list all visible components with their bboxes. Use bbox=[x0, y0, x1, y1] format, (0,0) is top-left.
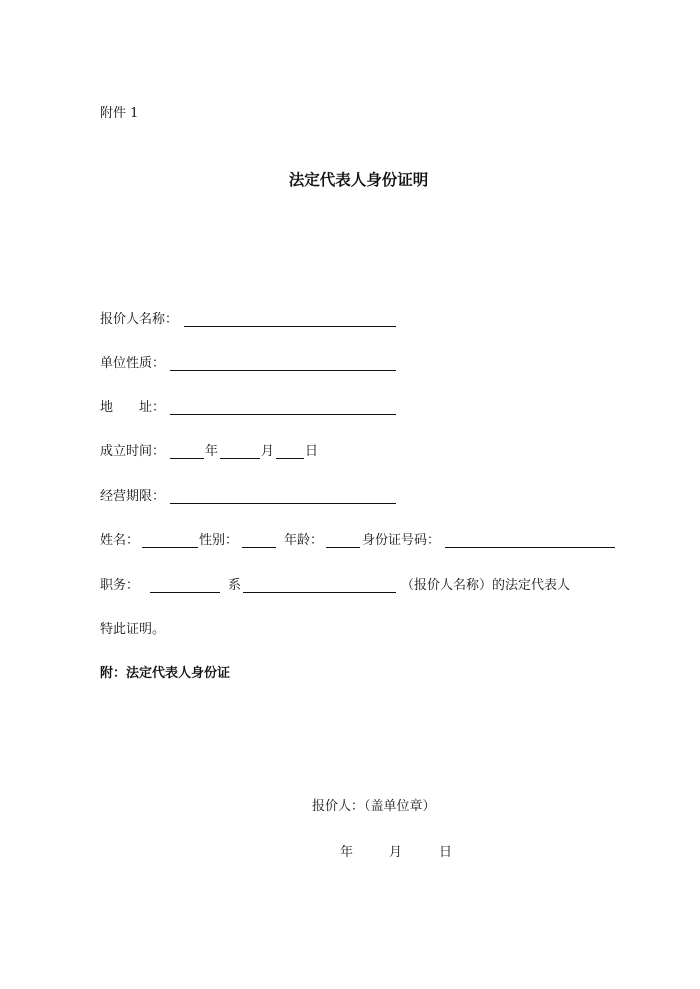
bidder-name-field[interactable] bbox=[184, 326, 396, 327]
position-field[interactable] bbox=[150, 592, 220, 593]
unit-nature-field[interactable] bbox=[170, 370, 396, 371]
attachment-label: 附件 1 bbox=[100, 106, 139, 121]
address-field[interactable] bbox=[170, 414, 396, 415]
gender-label: 性别： bbox=[199, 533, 239, 548]
date-day-unit: 日 bbox=[439, 845, 453, 860]
business-period-label: 经营期限： bbox=[100, 489, 166, 504]
name-label: 姓名： bbox=[100, 533, 140, 548]
date-month-unit: 月 bbox=[389, 845, 403, 860]
bidder-name-label: 报价人名称： bbox=[100, 312, 179, 327]
position-suffix: （报价人名称）的法定代表人 bbox=[401, 578, 571, 593]
id-number-label: 身份证号码： bbox=[362, 533, 441, 548]
date-year-unit: 年 bbox=[340, 845, 354, 860]
name-field[interactable] bbox=[142, 547, 198, 548]
age-label: 年龄： bbox=[284, 533, 324, 548]
certify-text: 特此证明。 bbox=[100, 622, 166, 637]
established-label: 成立时间： bbox=[100, 444, 166, 459]
established-year-unit: 年 bbox=[205, 444, 219, 459]
position-is-text: 系 bbox=[228, 578, 242, 593]
gender-field[interactable] bbox=[242, 547, 276, 548]
age-field[interactable] bbox=[326, 547, 360, 548]
position-label: 职务： bbox=[100, 578, 140, 593]
id-number-field[interactable] bbox=[445, 547, 615, 548]
established-day-field[interactable] bbox=[276, 458, 304, 459]
unit-nature-label: 单位性质： bbox=[100, 356, 166, 371]
business-period-field[interactable] bbox=[170, 503, 396, 504]
page-title: 法定代表人身份证明 bbox=[288, 170, 429, 189]
attachment-note: 附：法定代表人身份证 bbox=[100, 666, 231, 681]
address-label: 地 址： bbox=[100, 400, 166, 415]
established-month-unit: 月 bbox=[261, 444, 275, 459]
company-name-field[interactable] bbox=[243, 592, 396, 593]
established-year-field[interactable] bbox=[170, 458, 204, 459]
established-month-field[interactable] bbox=[220, 458, 260, 459]
established-day-unit: 日 bbox=[305, 444, 319, 459]
bidder-seal-text: 报价人：（盖单位章） bbox=[312, 799, 436, 814]
